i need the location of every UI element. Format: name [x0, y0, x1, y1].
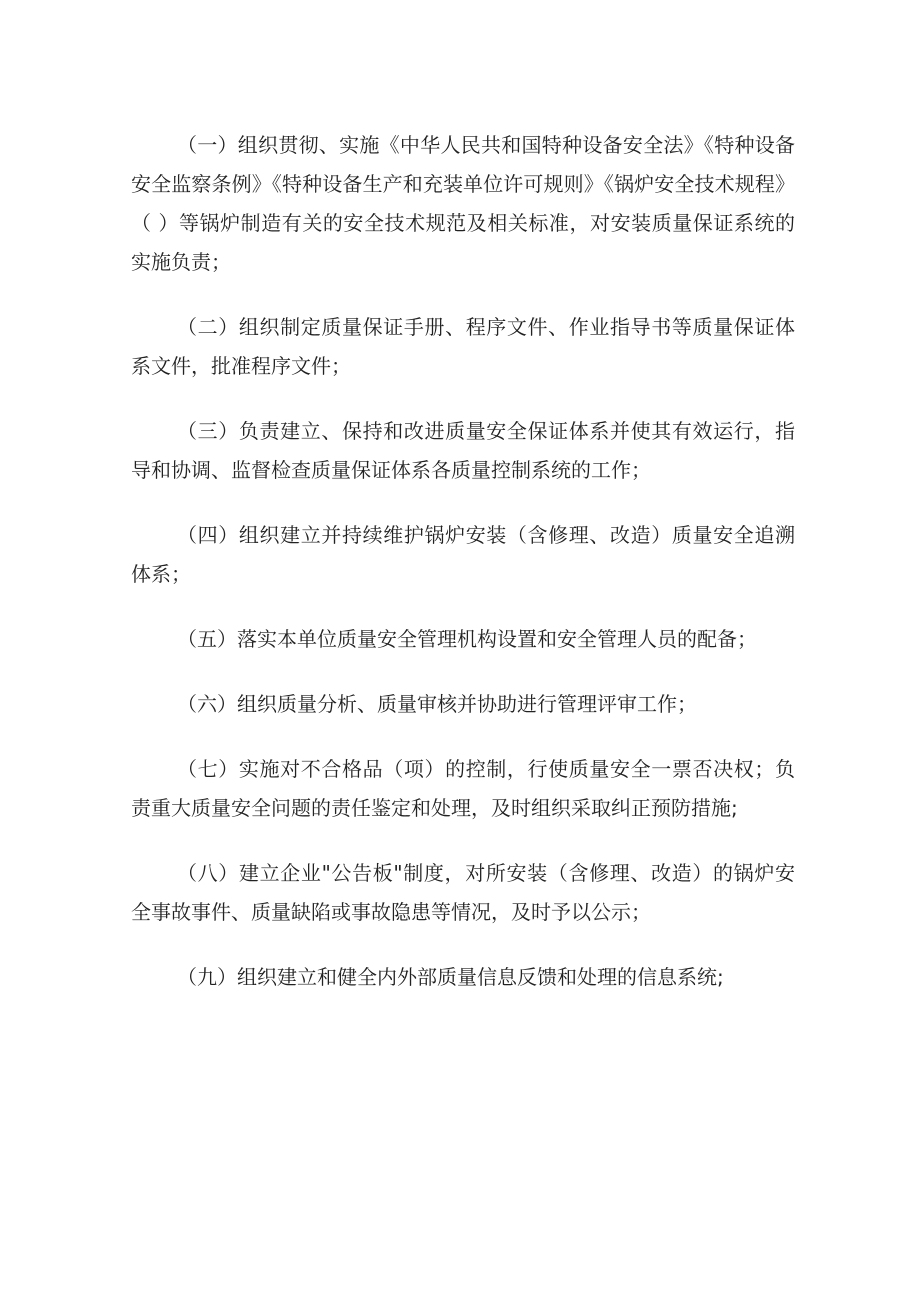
paragraph-3: （三）负责建立、保持和改进质量安全保证体系并使其有效运行，指导和协调、监督检查质量保证体系各质量控制系统的工作；	[131, 419, 795, 482]
paragraph-1: （一）组织贯彻、实施《中华人民共和国特种设备安全法》《特种设备安全监察条例》《特种设备生产和充装单位许可规则》《锅炉安全技术规程》（ ）等锅炉制造有关的安全技术规范及相关标准，对安装质量保证系统的实施负责；	[131, 133, 795, 274]
document-body	[131, 126, 795, 1023]
paragraph-2: （二）组织制定质量保证手册、程序文件、作业指导书等质量保证体系文件，批准程序文件；	[131, 315, 795, 378]
paragraph-6: （六）组织质量分析、质量审核并协助进行管理评审工作；	[177, 692, 697, 716]
paragraph-4: （四）组织建立并持续维护锅炉安装（含修理、改造）质量安全追溯体系；	[131, 523, 795, 586]
paragraph-7: （七）实施对不合格品（项）的控制，行使质量安全一票否决权；负责重大质量安全问题的责任鉴定和处理，及时组织采取纠正预防措施;	[131, 757, 795, 820]
paragraph-9: （九）组织建立和健全内外部质量信息反馈和处理的信息系统;	[177, 965, 724, 989]
paragraph-5: （五）落实本单位质量安全管理机构设置和安全管理人员的配备；	[177, 627, 757, 651]
paragraph-8: （八）建立企业"公告板"制度，对所安装（含修理、改造）的锅炉安全事故事件、质量缺陷或事故隐患等情况，及时予以公示；	[131, 861, 795, 924]
